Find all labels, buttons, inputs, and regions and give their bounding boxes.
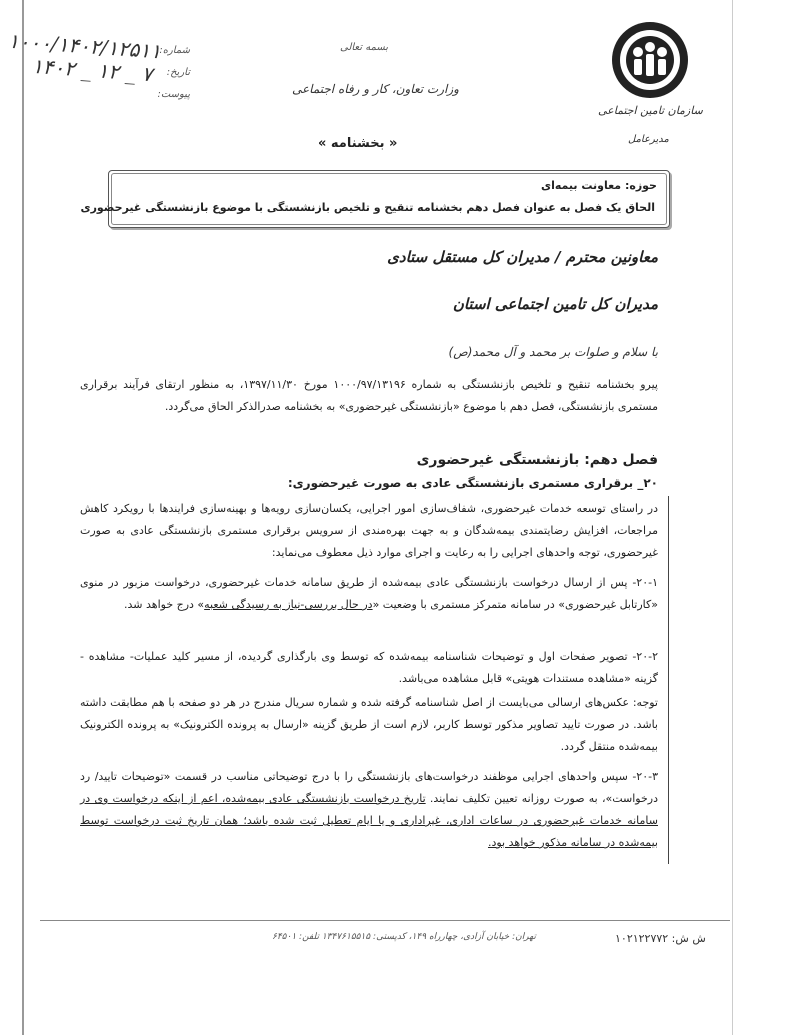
paragraph-20-3-underlined: تاریخ درخواست بازنشستگی عادی بیمه‌شده، اعم از اینکه درخواست وی در سامانه خدمات غیرحضوری در ساعات اداری، غیراداری و یا ایام تعطیل ثبت شده باشد؛ همان تاریخ ثبت درخواست توسط بیمه‌شده در سامانه مذکور خواهد بود. (80, 792, 658, 849)
chapter-heading: فصل دهم: بازنشستگی غیرحضوری (416, 452, 658, 468)
footer-address: تهران: خیابان آزادی، چهارراه ۱۴۹، کدپستی: ۱۳۴۷۶۱۵۵۱۵ تلفن: ۶۴۵۰۱ (272, 932, 536, 942)
subject-box (80, 170, 670, 228)
handwritten-number: ۱۰۰۰/۱۴۰۲/۱۲۵۱۱ (7, 28, 162, 64)
paragraph-20-1-underlined: در حال بررسی-نیاز به رسیدگی شعبه (204, 598, 373, 611)
addressee-line-1: معاونین محترم / مدیران کل مستقل ستادی (387, 248, 658, 266)
ministry-name: وزارت تعاون، کار و رفاه اجتماعی (292, 82, 459, 96)
paragraph-20-3 (80, 766, 658, 854)
paragraph-20-1-end: » درج خواهد شد. (124, 598, 205, 611)
organization-subtitle: مدیرعامل (628, 134, 669, 145)
subject-line: الحاق یک فصل به عنوان فصل دهم بخشنامه تنقیح و تلخیص بازنشستگی با موضوع بازنشستگی غیرحضوری (80, 201, 655, 214)
handwritten-date: ۱۴۰۲ _ ۱۲ _ ۷ (31, 53, 154, 87)
paragraph-20-1-start: ۲۰-۱- پس از ارسال درخواست بازنشستگی عادی بیمه‌شده از طریق سامانه خدمات غیرحضوری، درخواست مزبور در منوی «کارتابل غیرحضوری» در سامانه متمرکز مستمری با وضعیت « (80, 576, 658, 611)
date-label: تاریخ: (166, 67, 190, 78)
bismillah: بسمه تعالی (340, 42, 389, 53)
attachment-label: پیوست: (157, 89, 190, 100)
paragraph-20: در راستای توسعه خدمات غیرحضوری، شفاف‌سازی امور اجرایی، یکسان‌سازی رویه‌ها و بهینه‌سازی فرایندها با رویکرد کاهش مراجعات، افزایش رضایتمندی بیمه‌شدگان و به جهت بهره‌مندی از سرویس برقراری مستمری بازنشستگی عادی به صورت غیرحضوری، توجه واحدهای اجرایی را به رعایت و اجرای موارد ذیل معطوف می‌نماید: (80, 502, 658, 559)
note-paragraph: توجه: عکس‌های ارسالی می‌بایست از اصل شناسنامه گرفته شده و شماره سریال مندرج در هر دو صفحه با هم مطابقت داشته باشد. در صورت تایید تصاویر مذکور توسط کاربر، لازم است از طریق گزینه «ارسال به پرونده الکترونیک» به پرونده الکترونیک بیمه‌شده منتقل گردد. (80, 696, 658, 753)
intro-paragraph: پیرو بخشنامه تنقیح و تلخیص بازنشستگی به شماره ۱۰۰۰/۹۷/۱۳۱۹۶ مورخ ۱۳۹۷/۱۱/۳۰، به منظور ارتقای فرآیند برقراری مستمری بازنشستگی، فصل دهم با موضوع «بازنشستگی غیرحضوری» به بخشنامه صدرالذکر الحاق می‌گردد. (80, 378, 658, 413)
domain-line: حوزه: معاونت بیمه‌ای (541, 179, 657, 192)
footer (40, 920, 730, 960)
scan-edge-right (732, 0, 733, 1035)
footer-code: ش ش: ۱۰۲۱۲۲۷۷۲ (615, 932, 706, 945)
circular-title: « بخشنامه » (318, 136, 398, 151)
section-heading: ۲۰_ برقراری مستمری بازنشستگی عادی به صورت غیرحضوری: (287, 476, 658, 490)
addressee-line-2: مدیران کل تامین اجتماعی استان (452, 295, 658, 313)
number-label: شماره: (159, 45, 190, 56)
paragraph-20-2: ۲۰-۲- تصویر صفحات اول و توضیحات شناسنامه بیمه‌شده که توسط وی بارگذاری گردیده، از مسیر کلید عملیات- مشاهده - گزینه «مشاهده مستندات هویتی» قابل مشاهده می‌باشد. (80, 650, 658, 685)
scan-edge-left (22, 0, 24, 1035)
footer-divider (40, 920, 730, 921)
meta-labels (150, 40, 190, 106)
organization-logo (610, 20, 690, 100)
margin-vertical-line (668, 496, 669, 864)
paragraph-20-3-start: ۲۰-۳- سپس واحدهای اجرایی موظفند درخواست‌های بازنشستگی را با درج توضیحاتی مناسب در قسمت «توضیحات تایید/ رد درخواست»، به صورت روزانه تعیین تکلیف نمایند. (80, 770, 658, 805)
salutation: با سلام و صلوات بر محمد و آل محمد(ص) (448, 345, 658, 359)
paragraph-20-1 (80, 572, 658, 616)
organization-name: سازمان تامین اجتماعی (598, 104, 703, 117)
